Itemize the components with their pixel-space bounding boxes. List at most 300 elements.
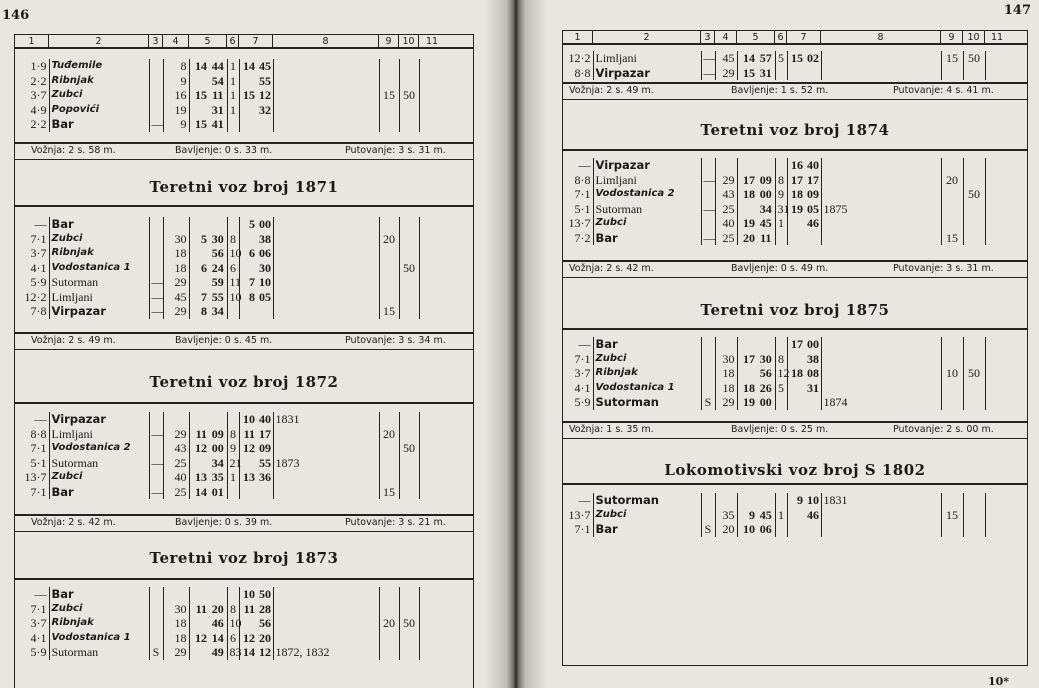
- departure-minute: 12: [259, 645, 271, 660]
- station-name: Zubci: [593, 216, 701, 231]
- station-name: Sutorman: [593, 493, 701, 508]
- col9-cell: 15: [941, 508, 963, 523]
- summary-voznja: Vožnja: 1 s. 35 m.: [569, 424, 654, 435]
- column-header: 6: [775, 31, 787, 43]
- connection-note: [821, 337, 941, 352]
- table-row: [563, 51, 1009, 66]
- col10-cell: 50: [399, 441, 419, 456]
- table-row: [15, 217, 445, 232]
- run-time-cell: 29: [163, 645, 189, 660]
- arrival-hour: 17: [743, 351, 755, 366]
- km-cell: 7·1: [15, 232, 49, 247]
- stop-type-cell: —: [149, 456, 163, 471]
- connection-note: [273, 59, 379, 74]
- col9-cell: [379, 103, 399, 118]
- dwell-time-cell: 9: [227, 441, 239, 456]
- arrival-hour: 20: [743, 230, 755, 245]
- station-name: Bar: [49, 485, 149, 500]
- arrival-minute: 41: [209, 117, 227, 132]
- col11-cell: [985, 202, 1009, 217]
- col9-cell: [379, 246, 399, 261]
- col10-cell: 50: [963, 366, 985, 381]
- arrival-minute: 00: [757, 395, 775, 410]
- departure-hour: [787, 231, 805, 246]
- arrival-hour: [737, 337, 757, 352]
- stop-type-cell: —: [149, 275, 163, 290]
- table-row: [563, 158, 1009, 173]
- stop-type-cell: —: [149, 485, 163, 500]
- summary-voznja: Vožnja: 2 s. 42 m.: [569, 263, 654, 274]
- train-title: Teretni voz broj 1875: [700, 301, 890, 319]
- col10-cell: [399, 427, 419, 442]
- departure-hour: 11: [243, 426, 255, 441]
- timetable: [563, 337, 1009, 410]
- col10-cell: [963, 202, 985, 217]
- column-header: 8: [273, 35, 379, 47]
- page-number-left: 146: [2, 8, 30, 23]
- km-cell: 7·2: [563, 231, 593, 246]
- connection-note: [273, 470, 379, 485]
- dwell-time-cell: 12: [775, 366, 787, 381]
- col10-cell: [963, 158, 985, 173]
- arrival-minute: 45: [757, 508, 775, 523]
- departure-hour: 18: [791, 366, 803, 381]
- stop-type-cell: [149, 441, 163, 456]
- run-time-cell: 25: [715, 202, 737, 217]
- departure-minute: 32: [259, 102, 271, 117]
- station-name: Zubci: [593, 352, 701, 367]
- station-name: Bar: [593, 522, 701, 537]
- arrival-minute: 14: [209, 631, 227, 646]
- arrival-hour: [189, 456, 209, 471]
- departure-hour: 10: [243, 412, 255, 427]
- stop-type-cell: [701, 337, 715, 352]
- arrival-minute: 00: [209, 441, 227, 456]
- section-rule: [563, 328, 1027, 330]
- dwell-time-cell: 6: [227, 631, 239, 646]
- arrival-hour: 6: [201, 260, 207, 275]
- connection-note: [821, 66, 941, 81]
- km-cell: 4·1: [563, 381, 593, 396]
- summary-bottom-rule: [563, 277, 1027, 278]
- stop-type-cell: [149, 103, 163, 118]
- run-time-cell: 25: [715, 231, 737, 246]
- travel-summary: [563, 261, 1027, 277]
- col10-cell: [399, 602, 419, 617]
- timetable: [15, 412, 445, 499]
- col9-cell: [379, 441, 399, 456]
- departure-minute: [805, 66, 821, 81]
- run-time-cell: 45: [715, 51, 737, 66]
- col10-cell: [963, 395, 985, 410]
- arrival-minute: 01: [209, 485, 227, 500]
- station-name: Sutorman: [49, 275, 149, 290]
- col11-cell: [419, 246, 445, 261]
- table-row: [563, 216, 1009, 231]
- connection-note: [273, 631, 379, 646]
- section-rule: [563, 149, 1027, 151]
- stop-type-cell: [149, 232, 163, 247]
- col10-cell: [963, 381, 985, 396]
- col11-cell: [985, 231, 1009, 246]
- km-cell: 2·2: [15, 117, 49, 132]
- km-cell: 5·1: [563, 202, 593, 217]
- col9-cell: [941, 493, 963, 508]
- km-cell: 4·1: [15, 261, 49, 276]
- column-header: 10: [399, 35, 419, 47]
- arrival-hour: [737, 202, 757, 217]
- stop-type-cell: [701, 216, 715, 231]
- summary-bavljenje: Bavljenje: 0 s. 49 m.: [731, 263, 829, 274]
- departure-minute: 30: [259, 260, 271, 275]
- station-name: Sutorman: [49, 645, 149, 660]
- table-row: [15, 470, 445, 485]
- col11-cell: [985, 66, 1009, 81]
- col10-cell: 50: [399, 88, 419, 103]
- section-rule: [563, 483, 1027, 485]
- col10-cell: [963, 173, 985, 188]
- dwell-time-cell: 10: [227, 616, 239, 631]
- stop-type-cell: —: [701, 51, 715, 66]
- col11-cell: [985, 187, 1009, 202]
- km-cell: 3·7: [15, 616, 49, 631]
- dwell-time-cell: 11: [227, 275, 239, 290]
- station-name: Bar: [593, 231, 701, 246]
- departure-minute: 40: [807, 158, 819, 173]
- station-name: Sutorman: [593, 202, 701, 217]
- col9-cell: [379, 631, 399, 646]
- dwell-time-cell: 5: [775, 381, 787, 396]
- arrival-minute: 56: [209, 246, 227, 261]
- col11-cell: [419, 470, 445, 485]
- connection-note: [273, 290, 379, 305]
- table-row: [15, 602, 445, 617]
- dwell-time-cell: [775, 493, 787, 508]
- connection-note: [821, 216, 941, 231]
- summary-bavljenje: Bavljenje: 0 s. 39 m.: [175, 517, 273, 528]
- departure-minute: 09: [259, 441, 271, 456]
- timetable-frame-right: [562, 30, 1028, 666]
- arrival-minute: [757, 493, 775, 508]
- timetable: [15, 59, 445, 132]
- departure-hour: [239, 304, 257, 319]
- departure-minute: 56: [259, 616, 271, 631]
- column-header: 4: [715, 31, 737, 43]
- col11-cell: [419, 587, 445, 602]
- summary-putovanje: Putovanje: 4 s. 41 m.: [893, 85, 994, 96]
- departure-minute: [805, 522, 821, 537]
- station-name: Vodostanica 1: [49, 261, 149, 276]
- km-cell: 12·2: [15, 290, 49, 305]
- arrival-minute: 06: [757, 522, 775, 537]
- arrival-minute: 34: [209, 456, 227, 471]
- summary-putovanje: Putovanje: 2 s. 00 m.: [893, 424, 994, 435]
- stop-type-cell: S: [701, 522, 715, 537]
- arrival-hour: 11: [195, 601, 207, 616]
- arrival-hour: 12: [195, 441, 207, 456]
- station-name: Sutorman: [49, 456, 149, 471]
- connection-note: [821, 187, 941, 202]
- arrival-hour: 19: [743, 216, 755, 231]
- summary-voznja: Vožnja: 2 s. 49 m.: [569, 85, 654, 96]
- departure-minute: 46: [807, 216, 819, 231]
- dwell-time-cell: 83: [227, 645, 239, 660]
- arrival-hour: [189, 103, 209, 118]
- col11-cell: [985, 508, 1009, 523]
- connection-note: [821, 522, 941, 537]
- km-cell: 3·7: [15, 88, 49, 103]
- col11-cell: [419, 645, 445, 660]
- station-name: Bar: [49, 217, 149, 232]
- timetable-frame-left: [14, 34, 474, 688]
- arrival-hour: 8: [201, 304, 207, 319]
- col9-cell: [941, 381, 963, 396]
- departure-hour: [239, 117, 257, 132]
- departure-minute: 05: [259, 289, 271, 304]
- table-row: [15, 441, 445, 456]
- col9-cell: 15: [379, 304, 399, 319]
- col9-cell: [941, 522, 963, 537]
- col9-cell: 20: [379, 616, 399, 631]
- connection-note: [273, 485, 379, 500]
- arrival-hour: 19: [743, 395, 755, 410]
- summary-bavljenje: Bavljenje: 0 s. 45 m.: [175, 335, 273, 346]
- run-time-cell: 20: [715, 522, 737, 537]
- dwell-time-cell: [775, 337, 787, 352]
- table-row: [563, 173, 1009, 188]
- station-name: Ribnjak: [49, 246, 149, 261]
- departure-hour: [239, 74, 257, 89]
- column-header-row: [15, 35, 473, 49]
- arrival-hour: 18: [743, 187, 755, 202]
- col9-cell: [379, 456, 399, 471]
- dwell-time-cell: 10: [227, 290, 239, 305]
- departure-hour: [787, 216, 805, 231]
- col9-cell: [379, 59, 399, 74]
- arrival-minute: [757, 158, 775, 173]
- km-cell: 7·1: [15, 485, 49, 500]
- run-time-cell: 30: [715, 352, 737, 367]
- col10-cell: [399, 275, 419, 290]
- connection-note: [821, 508, 941, 523]
- col10-cell: [963, 352, 985, 367]
- arrival-minute: 11: [757, 231, 775, 246]
- stop-type-cell: [701, 381, 715, 396]
- col10-cell: [399, 304, 419, 319]
- km-cell: 4·9: [15, 103, 49, 118]
- col11-cell: [419, 275, 445, 290]
- connection-note: 1873: [273, 456, 379, 471]
- col10-cell: [399, 232, 419, 247]
- col11-cell: [419, 74, 445, 89]
- column-header: 1: [15, 35, 49, 47]
- connection-note: 1831: [273, 412, 379, 427]
- station-name: Virpazar: [593, 66, 701, 81]
- connection-note: [821, 352, 941, 367]
- km-cell: 8·8: [15, 427, 49, 442]
- km-cell: —: [563, 493, 593, 508]
- table-row: [15, 412, 445, 427]
- connection-note: [273, 74, 379, 89]
- summary-putovanje: Putovanje: 3 s. 31 m.: [345, 145, 446, 156]
- station-name: Zubci: [49, 88, 149, 103]
- table-row: [15, 587, 445, 602]
- arrival-hour: [189, 616, 209, 631]
- left-page: [0, 0, 506, 688]
- departure-hour: [787, 395, 805, 410]
- arrival-hour: [737, 493, 757, 508]
- connection-note: [273, 275, 379, 290]
- departure-minute: 09: [807, 187, 819, 202]
- departure-minute: 02: [807, 51, 819, 66]
- train-title: Teretni voz broj 1871: [149, 178, 339, 196]
- departure-hour: [787, 66, 805, 81]
- col9-cell: 20: [379, 232, 399, 247]
- arrival-hour: 17: [743, 172, 755, 187]
- km-cell: 8·8: [563, 66, 593, 81]
- run-time-cell: 45: [163, 290, 189, 305]
- connection-note: 1831: [821, 493, 941, 508]
- departure-hour: 12: [243, 441, 255, 456]
- station-name: Virpazar: [49, 304, 149, 319]
- summary-bottom-rule: [15, 159, 473, 160]
- col11-cell: [985, 158, 1009, 173]
- connection-note: [273, 441, 379, 456]
- dwell-time-cell: 1: [775, 508, 787, 523]
- connection-note: [821, 158, 941, 173]
- departure-minute: 31: [807, 380, 819, 395]
- connection-note: [273, 602, 379, 617]
- km-cell: 13·7: [563, 216, 593, 231]
- dwell-time-cell: 10: [227, 246, 239, 261]
- station-name: Sutorman: [593, 395, 701, 410]
- run-time-cell: 18: [715, 381, 737, 396]
- arrival-minute: 31: [209, 103, 227, 118]
- stop-type-cell: [149, 602, 163, 617]
- departure-minute: 05: [807, 201, 819, 216]
- column-header: 5: [189, 35, 227, 47]
- departure-hour: 11: [243, 601, 255, 616]
- dwell-time-cell: [775, 395, 787, 410]
- stop-type-cell: —: [701, 202, 715, 217]
- stop-type-cell: [701, 158, 715, 173]
- train-title: Lokomotivski voz broj S 1802: [664, 461, 926, 479]
- stop-type-cell: [701, 493, 715, 508]
- connection-note: [821, 366, 941, 381]
- arrival-minute: 45: [757, 216, 775, 231]
- table-row: [563, 231, 1009, 246]
- km-cell: —: [15, 217, 49, 232]
- summary-bottom-rule: [563, 99, 1027, 100]
- departure-hour: 19: [791, 201, 803, 216]
- departure-minute: 12: [259, 88, 271, 103]
- table-row: [563, 187, 1009, 202]
- departure-minute: 36: [259, 470, 271, 485]
- dwell-time-cell: 8: [775, 173, 787, 188]
- table-row: [563, 66, 1009, 81]
- stop-type-cell: S: [149, 645, 163, 660]
- col11-cell: [985, 51, 1009, 66]
- table-row: [563, 381, 1009, 396]
- arrival-minute: 09: [209, 427, 227, 442]
- col11-cell: [419, 103, 445, 118]
- summary-voznja: Vožnja: 2 s. 42 m.: [31, 517, 116, 528]
- departure-minute: 00: [259, 217, 271, 232]
- col10-cell: [399, 217, 419, 232]
- connection-note: [273, 616, 379, 631]
- col11-cell: [419, 117, 445, 132]
- departure-hour: [239, 485, 257, 500]
- departure-minute: 10: [807, 493, 819, 508]
- arrival-hour: 14: [743, 51, 755, 66]
- col9-cell: 15: [941, 51, 963, 66]
- table-row: [15, 616, 445, 631]
- col11-cell: [419, 59, 445, 74]
- col10-cell: [399, 587, 419, 602]
- dwell-time-cell: 8: [775, 352, 787, 367]
- col9-cell: [379, 275, 399, 290]
- run-time-cell: 43: [163, 441, 189, 456]
- col11-cell: [419, 290, 445, 305]
- table-row: [15, 456, 445, 471]
- departure-hour: 8: [249, 289, 255, 304]
- col9-cell: 15: [941, 231, 963, 246]
- run-time-cell: 9: [163, 117, 189, 132]
- column-header: 4: [163, 35, 189, 47]
- station-name: Zubci: [49, 232, 149, 247]
- section-rule: [15, 402, 473, 404]
- col10-cell: [963, 337, 985, 352]
- summary-putovanje: Putovanje: 3 s. 34 m.: [345, 335, 446, 346]
- arrival-minute: 11: [209, 88, 227, 103]
- column-header: 11: [425, 36, 439, 47]
- book-gutter: [506, 0, 526, 688]
- stop-type-cell: S: [701, 395, 715, 410]
- km-cell: 7·1: [563, 187, 593, 202]
- col11-cell: [419, 616, 445, 631]
- run-time-cell: [163, 217, 189, 232]
- summary-bavljenje: Bavljenje: 0 s. 25 m.: [731, 424, 829, 435]
- arrival-hour: 14: [195, 59, 207, 74]
- departure-hour: 5: [249, 217, 255, 232]
- km-cell: 12·2: [563, 51, 593, 66]
- col10-cell: [963, 216, 985, 231]
- arrival-hour: 5: [201, 231, 207, 246]
- km-cell: 8·8: [563, 173, 593, 188]
- run-time-cell: 25: [163, 485, 189, 500]
- stop-type-cell: [701, 366, 715, 381]
- departure-minute: 10: [259, 275, 271, 290]
- arrival-minute: 20: [209, 602, 227, 617]
- arrival-hour: 12: [195, 630, 207, 645]
- departure-minute: [257, 304, 273, 319]
- table-row: [15, 631, 445, 646]
- km-cell: —: [563, 337, 593, 352]
- connection-note: [821, 51, 941, 66]
- dwell-time-cell: [227, 217, 239, 232]
- arrival-minute: 30: [757, 352, 775, 367]
- dwell-time-cell: 1: [227, 470, 239, 485]
- col11-cell: [419, 631, 445, 646]
- station-name: Virpazar: [593, 158, 701, 173]
- arrival-minute: 26: [757, 381, 775, 396]
- departure-minute: 46: [807, 507, 819, 522]
- col9-cell: 20: [379, 427, 399, 442]
- stop-type-cell: [149, 88, 163, 103]
- col10-cell: [399, 485, 419, 500]
- dwell-time-cell: [227, 117, 239, 132]
- dwell-time-cell: [227, 412, 239, 427]
